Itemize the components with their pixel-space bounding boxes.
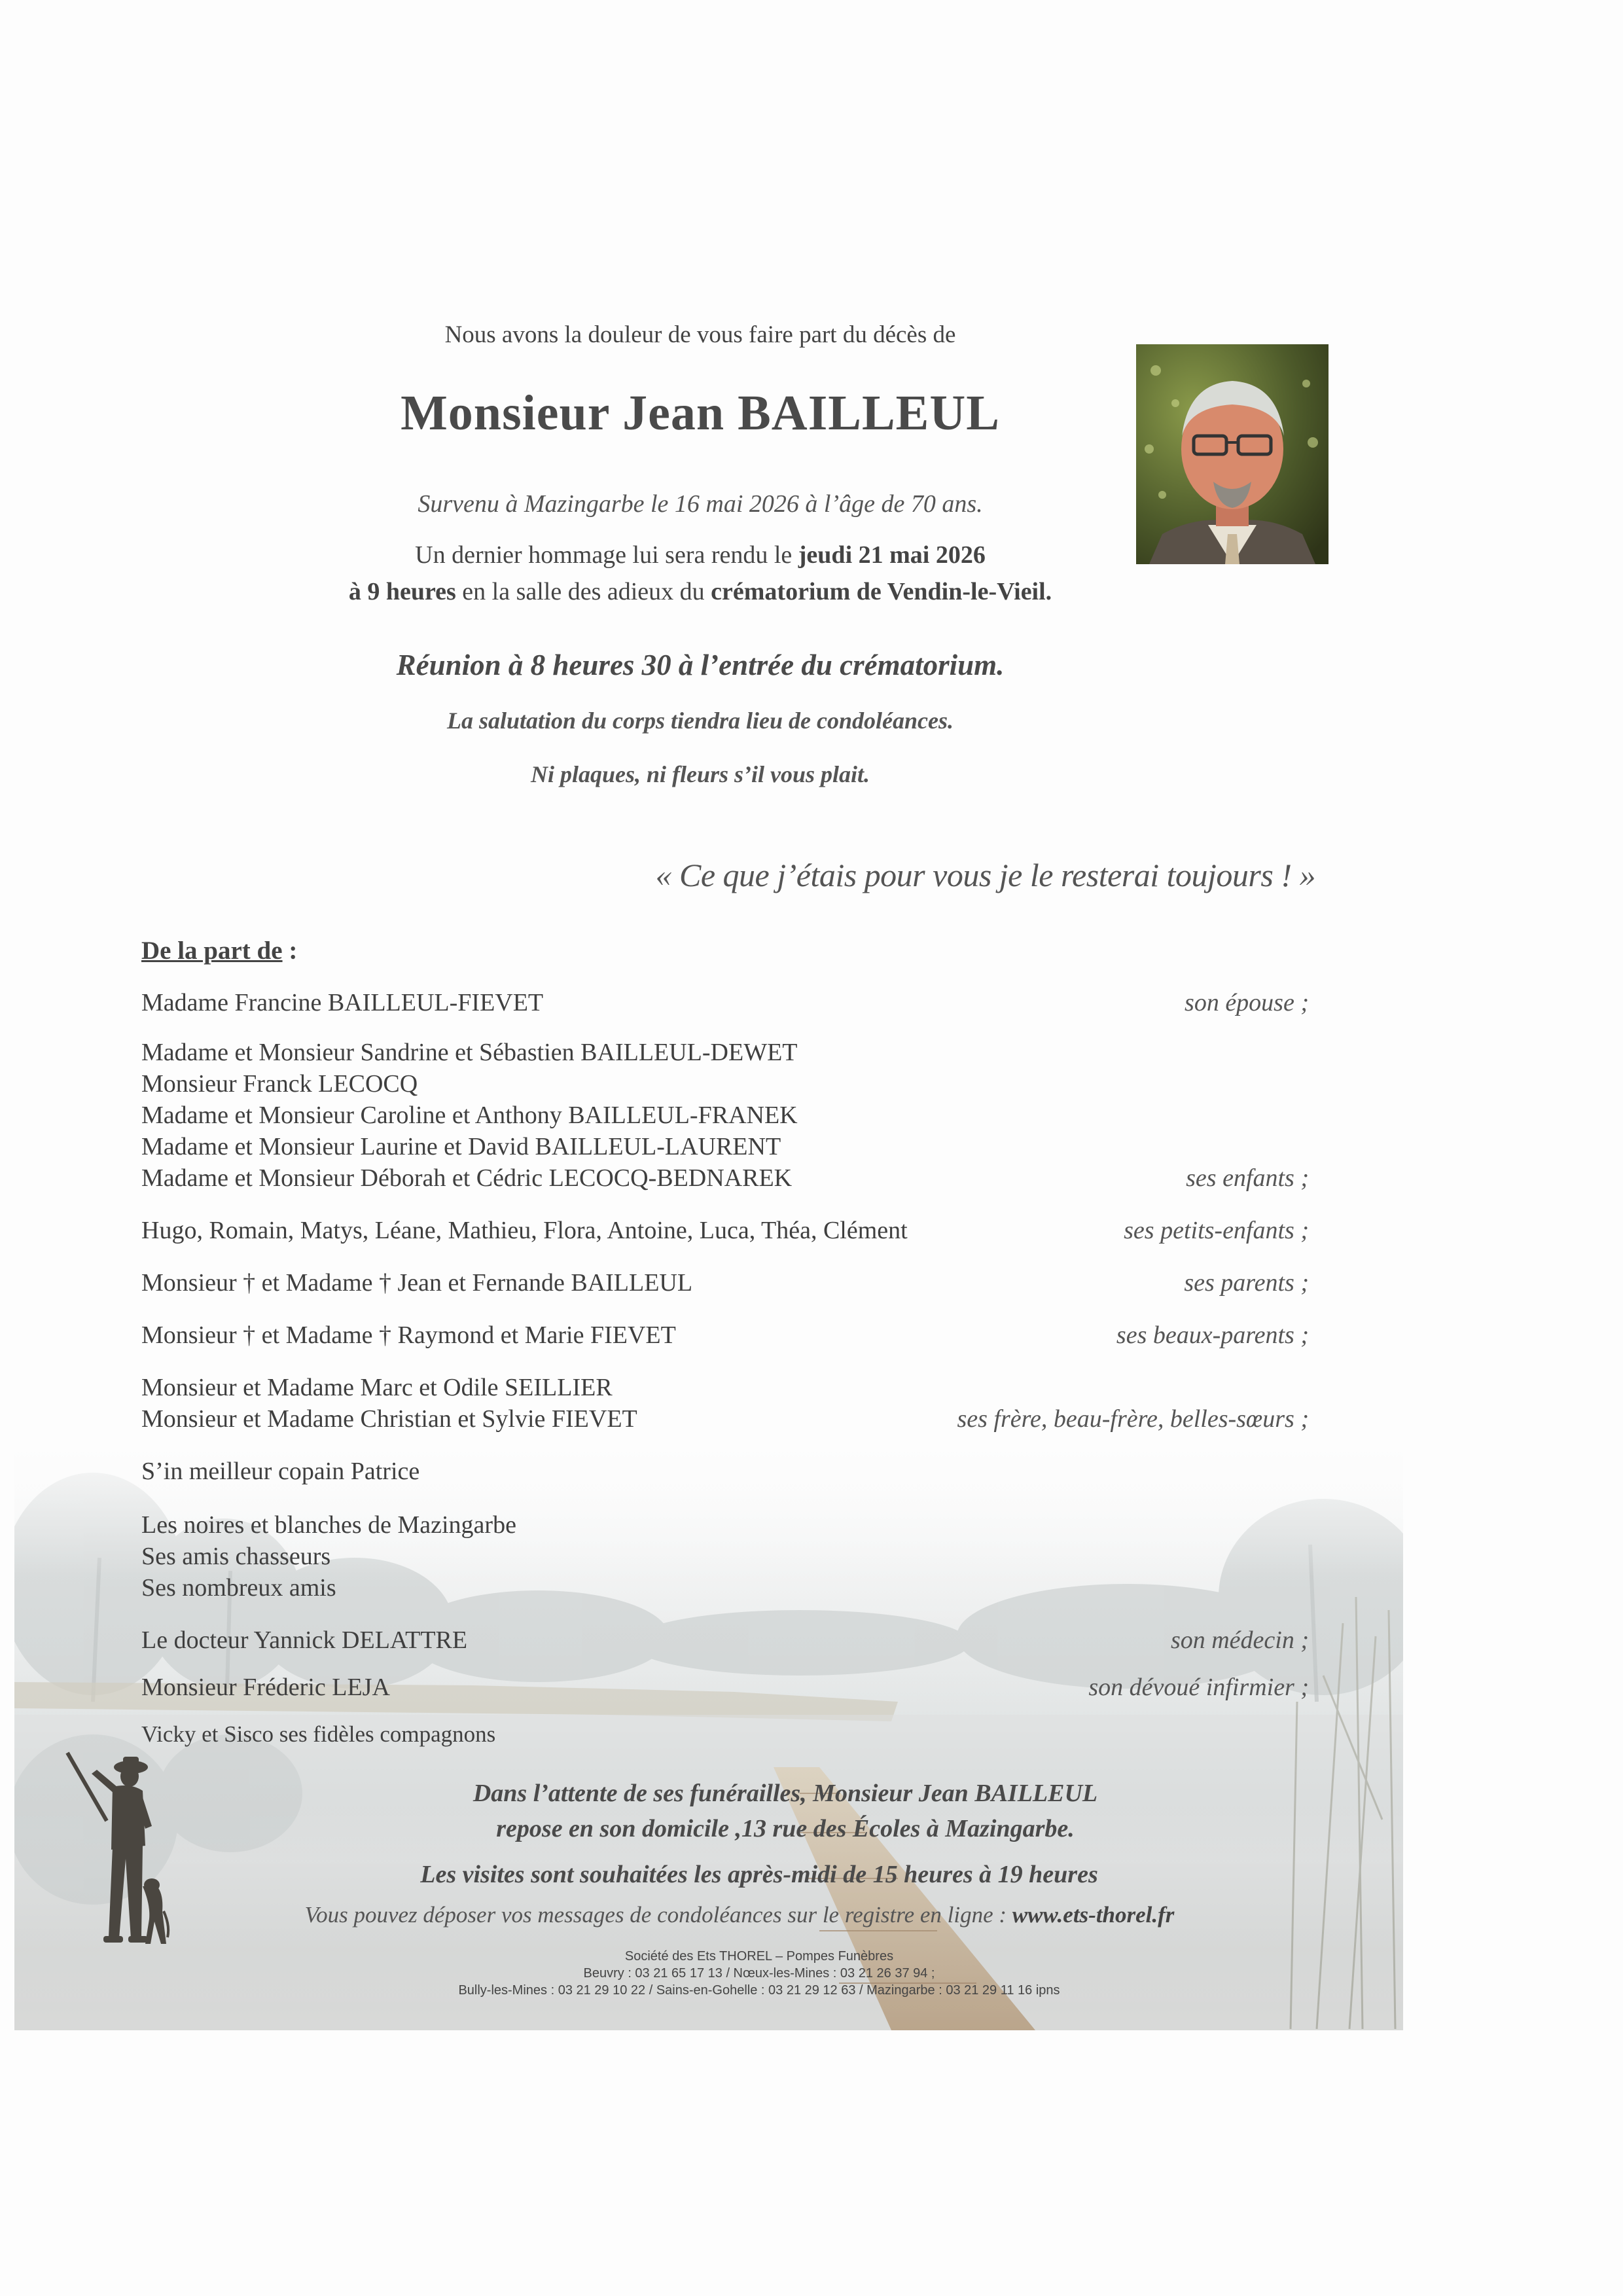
family-row xyxy=(141,987,1309,1018)
intro-text: Nous avons la douleur de vous faire part du décès de xyxy=(444,321,956,348)
from-heading: De la part de : xyxy=(141,937,298,965)
family-relation: ses beaux-parents ; xyxy=(1116,1321,1309,1349)
family-name: Madame et Monsieur Caroline et Anthony BAILLEUL-FRANEK xyxy=(141,1102,798,1129)
family-relation: son médecin ; xyxy=(1170,1626,1309,1654)
family-row xyxy=(141,1319,1309,1351)
family-relation: ses frère, beau-frère, belles-sœurs ; xyxy=(957,1405,1309,1433)
family-row xyxy=(141,1372,1309,1435)
family-name: Madame Francine BAILLEUL-FIEVET xyxy=(141,989,544,1016)
family-row xyxy=(141,1509,1309,1604)
company-phones-1: Beuvry : 03 21 65 17 13 / Nœux-les-Mines : 03 21 26 37 94 ; xyxy=(583,1966,935,1981)
family-name: Ses amis chasseurs xyxy=(141,1543,331,1570)
family-relation: son dévoué infirmier ; xyxy=(1088,1674,1309,1701)
family-name: Monsieur Franck LECOCQ xyxy=(141,1070,418,1098)
no-flowers-notice: Ni plaques, ni fleurs s’il vous plait. xyxy=(530,761,870,787)
family-name: Monsieur et Madame Christian et Sylvie FIEVET xyxy=(141,1405,637,1433)
ceremony-place-line: à 9 heures en la salle des adieux du crématorium de Vendin-le-Vieil. xyxy=(348,578,1052,605)
family-relation: ses petits-enfants ; xyxy=(1124,1217,1309,1244)
repose-line-1: Dans l’attente de ses funérailles, Monsieur Jean BAILLEUL xyxy=(473,1780,1098,1807)
deceased-name: Monsieur Jean BAILLEUL xyxy=(401,386,1000,440)
repose-line-2: repose en son domicile ,13 rue des Écoles à Mazingarbe. xyxy=(496,1815,1075,1842)
family-name: Monsieur et Madame Marc et Odile SEILLIER xyxy=(141,1374,613,1401)
company-phones-2: Bully-les-Mines : 03 21 29 10 22 / Sains-en-Gohelle : 03 21 29 12 63 / Mazingarbe : 03 21 29 11 16 ipns xyxy=(458,1983,1060,1998)
register-url[interactable]: www.ets-thorel.fr xyxy=(1012,1902,1175,1928)
family-row xyxy=(141,1624,1309,1656)
family-relation: ses parents ; xyxy=(1184,1269,1309,1297)
family-name: Monsieur † et Madame † Raymond et Marie FIEVET xyxy=(141,1321,676,1349)
family-name: Madame et Monsieur Sandrine et Sébastien BAILLEUL-DEWET xyxy=(141,1039,798,1066)
family-name: Vicky et Sisco ses fidèles compagnons xyxy=(141,1721,496,1747)
portrait-photo xyxy=(1136,344,1329,564)
online-register-line: Vous pouvez déposer vos messages de condoléances sur le registre en ligne : www.ets-thorel.fr xyxy=(304,1902,1175,1928)
family-name: Madame et Monsieur Déborah et Cédric LECOCQ-BEDNAREK xyxy=(141,1164,793,1192)
ceremony-date-line: Un dernier hommage lui sera rendu le jeudi 21 mai 2026 xyxy=(415,541,986,569)
family-name: Le docteur Yannick DELATTRE xyxy=(141,1626,468,1654)
family-row xyxy=(141,1267,1309,1299)
family-row xyxy=(141,1037,1309,1194)
family-name: Les noires et blanches de Mazingarbe xyxy=(141,1511,516,1539)
family-name: Hugo, Romain, Matys, Léane, Mathieu, Flora, Antoine, Luca, Théa, Clément xyxy=(141,1217,908,1244)
hunter-with-dog-illustration xyxy=(65,1748,170,1950)
family-name: Madame et Monsieur Laurine et David BAILLEUL-LAURENT xyxy=(141,1133,781,1160)
family-name: S’in meilleur copain Patrice xyxy=(141,1458,420,1485)
company-name: Société des Ets THOREL – Pompes Funèbres xyxy=(624,1949,894,1964)
family-name: Monsieur Fréderic LEJA xyxy=(141,1674,390,1701)
death-details: Survenu à Mazingarbe le 16 mai 2026 à l’âge de 70 ans. xyxy=(418,490,983,518)
reunion-notice: Réunion à 8 heures 30 à l’entrée du crématorium. xyxy=(396,649,1005,681)
salutation-notice: La salutation du corps tiendra lieu de condoléances. xyxy=(446,708,954,734)
family-relation: son épouse ; xyxy=(1185,989,1309,1016)
family-name: Monsieur † et Madame † Jean et Fernande BAILLEUL xyxy=(141,1269,693,1297)
visits-notice: Les visites sont souhaitées les après-midi de 15 heures à 19 heures xyxy=(420,1861,1098,1888)
family-row xyxy=(141,1456,1309,1487)
memorial-quote: « Ce que j’étais pour vous je le resterai toujours ! » xyxy=(655,857,1315,893)
family-relation: ses enfants ; xyxy=(1186,1164,1309,1192)
family-row xyxy=(141,1719,1309,1750)
family-row xyxy=(141,1215,1309,1246)
family-name: Ses nombreux amis xyxy=(141,1574,336,1602)
family-row xyxy=(141,1672,1309,1703)
